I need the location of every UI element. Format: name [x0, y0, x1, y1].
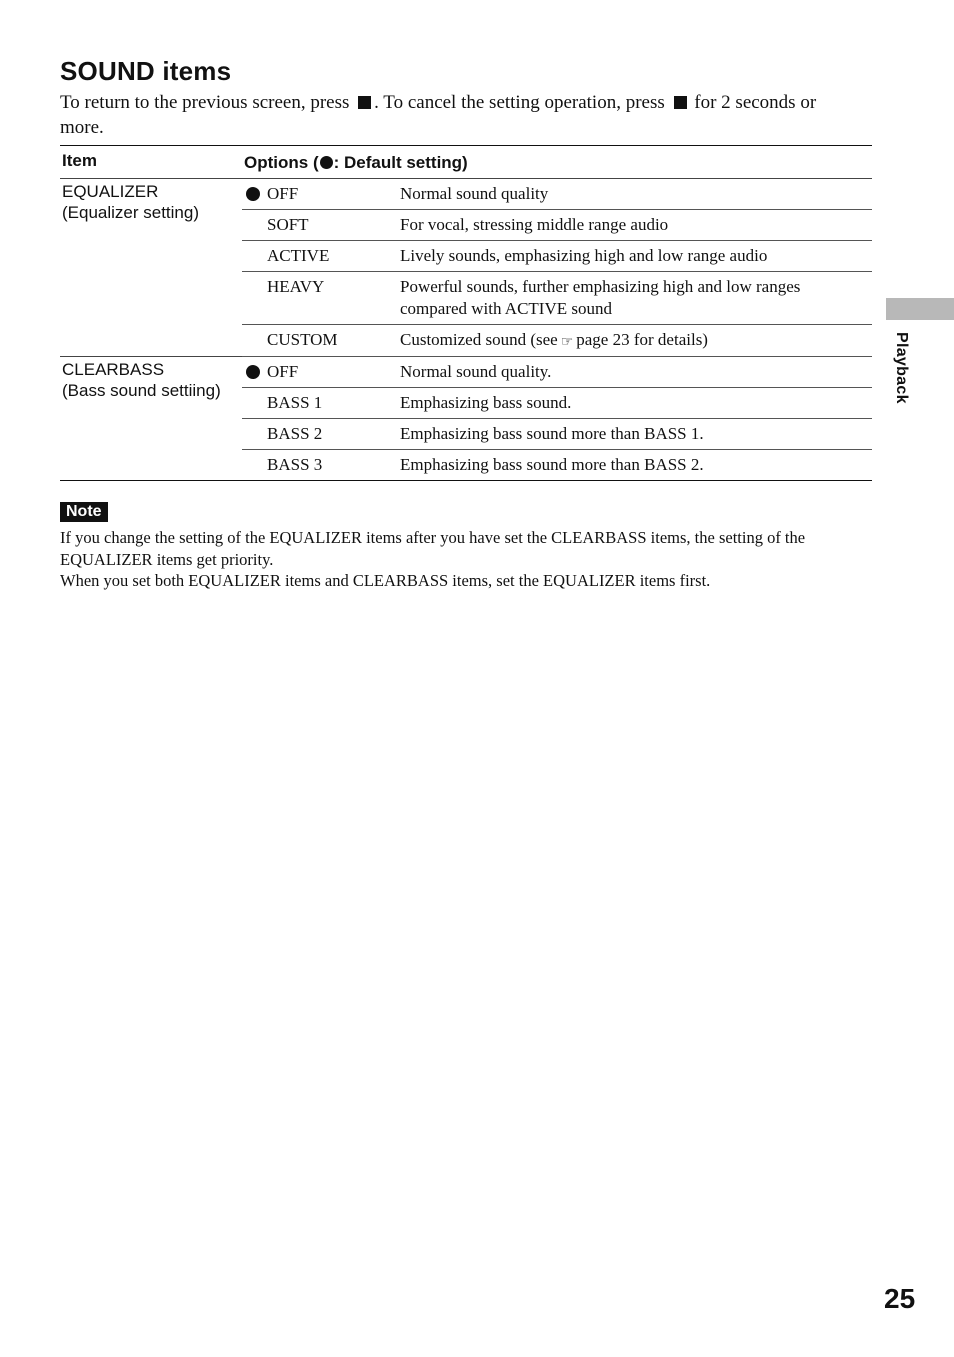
header-options-suffix: : Default setting): [333, 153, 468, 172]
sound-items-table: [60, 145, 872, 481]
option-label: CUSTOM: [267, 330, 338, 349]
header-options-prefix: Options (: [244, 153, 319, 172]
option-cell: [242, 419, 382, 450]
option-cell: [242, 450, 382, 481]
option-description: Normal sound quality.: [382, 357, 872, 388]
intro-part-1: To return to the previous screen, press: [60, 92, 350, 113]
option-cell: [242, 357, 382, 388]
section-tab-label: Playback: [893, 332, 910, 404]
pointing-hand-icon: ☞: [560, 334, 574, 350]
option-label: SOFT: [267, 215, 309, 234]
option-cell: [242, 325, 382, 357]
item-detail: (Equalizer setting): [62, 203, 200, 222]
note-text: [60, 527, 872, 592]
intro-part-3: for 2 seconds or more.: [60, 92, 817, 138]
item-clearbass: [60, 357, 242, 481]
item-name: CLEARBASS: [62, 360, 165, 379]
option-description: For vocal, stressing middle range audio: [382, 210, 872, 241]
header-options: [242, 146, 872, 179]
note-line: When you set both EQUALIZER items and CLEARBASS items, set the EQUALIZER items first.: [60, 571, 711, 590]
intro-part-2: . To cancel the setting operation, press: [374, 92, 665, 113]
option-description: Emphasizing bass sound more than BASS 1.: [382, 419, 872, 450]
option-label: BASS 2: [267, 424, 323, 443]
filled-circle-icon: [246, 365, 260, 379]
option-description: Powerful sounds, further emphasizing high and low ranges compared with ACTIVE sound: [382, 272, 872, 325]
note-badge: Note: [60, 502, 108, 522]
option-description: Emphasizing bass sound.: [382, 388, 872, 419]
option-label: BASS 3: [267, 455, 323, 474]
option-description: [382, 325, 872, 357]
option-label: OFF: [267, 184, 299, 203]
table-row: [60, 357, 872, 388]
item-name: EQUALIZER: [62, 182, 159, 201]
page-title: SOUND items: [60, 56, 232, 86]
option-description: Normal sound quality: [382, 179, 872, 210]
filled-circle-icon: [246, 187, 260, 201]
item-equalizer: [60, 179, 242, 357]
option-cell: [242, 388, 382, 419]
description-post: page 23 for details): [576, 330, 708, 349]
description-pre: Customized sound (see: [400, 330, 558, 349]
option-cell: [242, 210, 382, 241]
intro-text: [60, 90, 860, 140]
stop-icon: [674, 96, 687, 109]
section-tab-marker: [886, 298, 954, 320]
stop-icon: [358, 96, 371, 109]
option-label: BASS 1: [267, 393, 323, 412]
table-header-row: [60, 146, 872, 179]
option-label: OFF: [267, 362, 299, 381]
option-description: Emphasizing bass sound more than BASS 2.: [382, 450, 872, 481]
header-item: Item: [60, 146, 242, 179]
option-description: Lively sounds, emphasizing high and low range audio: [382, 241, 872, 272]
page-number: 25: [884, 1283, 916, 1314]
option-cell: [242, 179, 382, 210]
option-cell: [242, 241, 382, 272]
option-label: HEAVY: [267, 277, 325, 296]
filled-circle-icon: [320, 156, 333, 169]
option-label: ACTIVE: [267, 246, 330, 265]
table-row: [60, 179, 872, 210]
item-detail: (Bass sound settiing): [62, 381, 221, 400]
note-line: If you change the setting of the EQUALIZER items after you have set the CLEARBASS items, the setting of the EQUALIZER items get priority.: [60, 528, 806, 569]
option-cell: [242, 272, 382, 325]
